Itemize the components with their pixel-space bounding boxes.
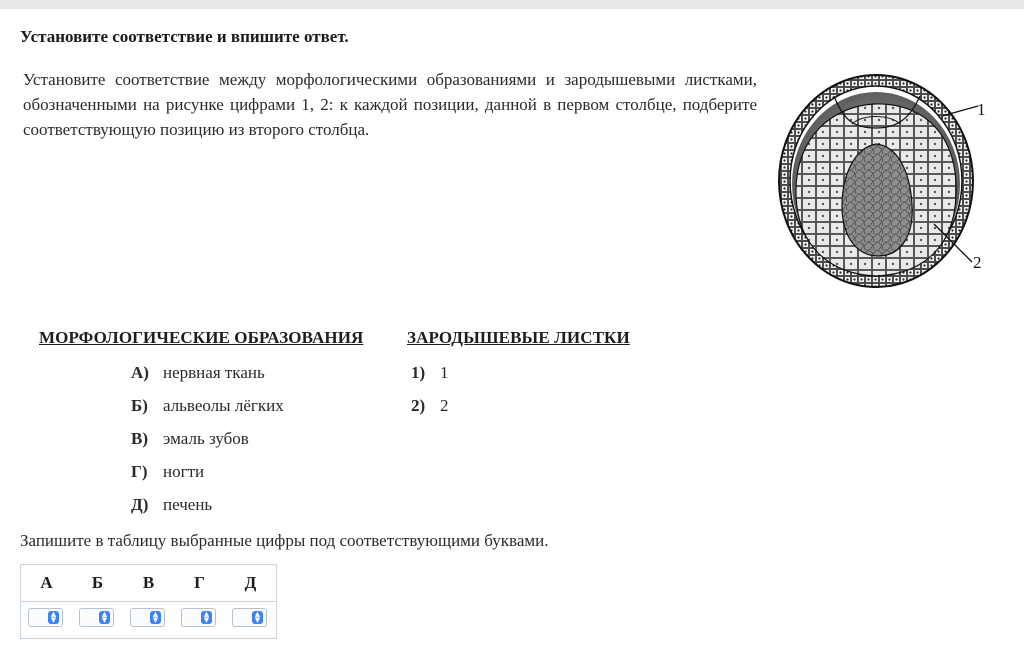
answer-header-b: Б — [91, 573, 104, 592]
chevron-up-down-icon: ▲ ▼ — [201, 611, 212, 624]
answer-select-d[interactable] — [232, 608, 267, 627]
answer-table — [20, 564, 277, 639]
answer-select-b[interactable] — [79, 608, 114, 627]
left-item-key: Д) — [131, 495, 149, 514]
chevron-up-down-icon: ▲ ▼ — [99, 611, 110, 624]
left-item — [131, 495, 212, 515]
figure-label-2: 2 — [973, 253, 982, 272]
left-item-text: эмаль зубов — [163, 429, 249, 448]
answer-header-a: А — [40, 573, 53, 592]
left-item-text: альвеолы лёгких — [163, 396, 284, 415]
chevron-up-down-icon: ▲ ▼ — [252, 611, 263, 624]
left-item — [131, 396, 284, 416]
right-item-key: 2) — [411, 396, 426, 415]
chevron-up-down-icon: ▲ ▼ — [150, 611, 161, 624]
left-item-text: нервная ткань — [163, 363, 265, 382]
task-title: Установите соответствие и впишите ответ. — [20, 27, 349, 46]
left-item — [131, 363, 265, 383]
answer-select-v[interactable] — [130, 608, 165, 627]
left-column-heading: МОРФОЛОГИЧЕСКИЕ ОБРАЗОВАНИЯ — [39, 328, 364, 347]
left-item — [131, 429, 249, 449]
right-column-heading: ЗАРОДЫШЕВЫЕ ЛИСТКИ — [407, 328, 630, 347]
figure-label-1: 1 — [977, 100, 986, 119]
right-item-text: 1 — [440, 363, 449, 382]
left-item-key: В) — [131, 429, 148, 448]
right-item-text: 2 — [440, 396, 449, 415]
chevron-up-down-icon: ▲ ▼ — [48, 611, 59, 624]
top-bar — [0, 0, 1024, 9]
instruction-text: Запишите в таблицу выбранные цифры под соответствующими буквами. — [20, 531, 549, 550]
right-item — [411, 396, 449, 416]
answer-select-a[interactable] — [28, 608, 63, 627]
question-text: Установите соответствие между морфологическими образованиями и зародышевыми листками, обозначенными на рисунке цифрами 1, 2: к каждой позиции, данной в первом столбце, подберите соответствующую позицию из второго столбца. — [23, 70, 757, 139]
right-item-key: 1) — [411, 363, 426, 382]
left-item-text: печень — [163, 495, 213, 514]
left-item-key: Г) — [131, 462, 148, 481]
answer-header-v: В — [142, 573, 155, 592]
left-item-text: ногти — [163, 462, 205, 481]
answer-select-g[interactable] — [181, 608, 216, 627]
answer-table-header — [21, 565, 276, 602]
left-item-key: Б) — [131, 396, 148, 415]
embryo-figure — [774, 66, 994, 294]
answer-header-g: Г — [194, 573, 205, 592]
right-item — [411, 363, 449, 383]
left-item-key: А) — [131, 363, 149, 382]
left-item — [131, 462, 204, 482]
answer-header-d: Д — [244, 573, 257, 592]
